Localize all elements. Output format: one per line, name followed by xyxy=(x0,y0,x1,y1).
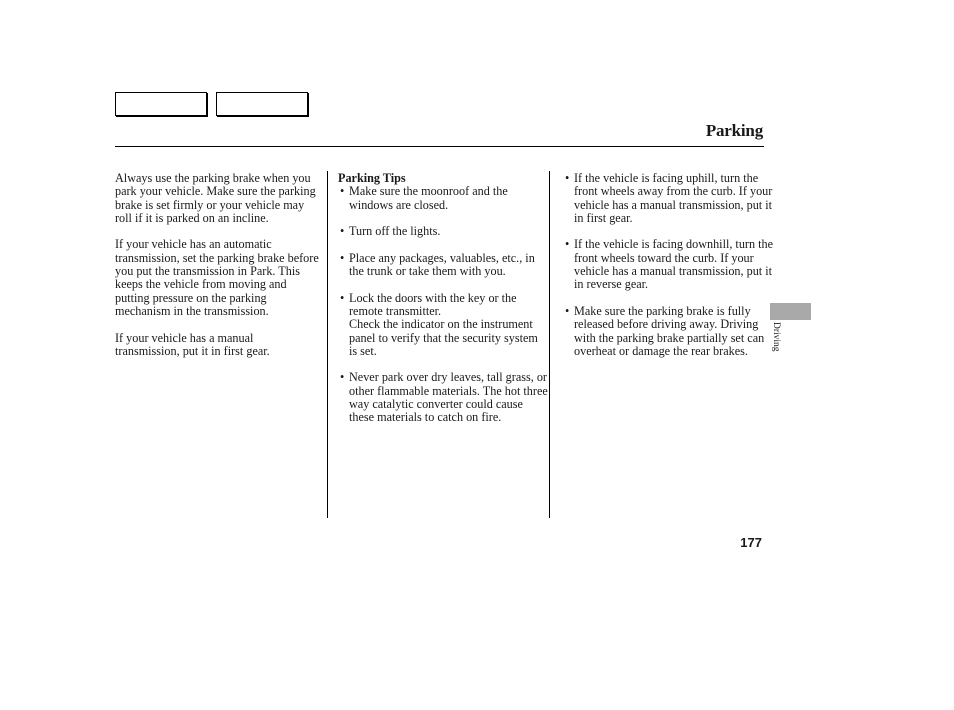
list-item xyxy=(338,292,548,358)
list-item-text: Never park over dry leaves, tall grass, or other flammable materials. The hot three way catalytic converter could cause these materials to catch on fire. xyxy=(349,370,548,425)
column-parking-tips xyxy=(338,172,548,438)
list-item-text: Make sure the parking brake is fully released before driving away. Driving with the parking brake partially set can overheat or damage the rear brakes. xyxy=(574,303,765,358)
list-item xyxy=(338,185,548,212)
section-label xyxy=(769,322,783,362)
list-item-text: Make sure the moonroof and the windows are closed. xyxy=(349,184,508,212)
bullet-icon: • xyxy=(565,237,570,252)
list-item-subtext: Check the indicator on the instrument panel to verify that the security system is set. xyxy=(349,317,538,358)
bullet-icon: • xyxy=(565,303,570,318)
nav-box-1[interactable] xyxy=(115,92,207,116)
bullet-icon: • xyxy=(340,224,345,239)
bullet-icon: • xyxy=(565,171,570,185)
nav-box-2[interactable] xyxy=(216,92,308,116)
bullet-icon: • xyxy=(340,370,345,385)
list-item-text: If the vehicle is facing downhill, turn the front wheels toward the curb. If your vehicle has a manual transmission, put it in reverse gear. xyxy=(574,237,774,292)
page-number: 177 xyxy=(740,535,762,550)
list-item xyxy=(338,252,548,279)
list-item-text: Place any packages, valuables, etc., in the trunk or take them with you. xyxy=(349,250,535,279)
list-item xyxy=(563,305,773,358)
column-intro xyxy=(115,172,320,371)
wheel-tips-list xyxy=(563,172,773,358)
section-label-text: Driving xyxy=(771,322,781,352)
bullet-icon: • xyxy=(340,250,345,265)
list-item xyxy=(563,238,773,291)
bullet-icon: • xyxy=(340,290,345,305)
intro-paragraph-2: If your vehicle has an automatic transmission, set the parking brake before you put the transmission in Park. This keeps the vehicle from moving and putting pressure on the parking mechanism in the transmission. xyxy=(115,237,319,318)
parking-tips-list xyxy=(338,185,548,424)
intro-paragraph-1: Always use the parking brake when you park your vehicle. Make sure the parking brake is set firmly or your vehicle may roll if it is parked on an incline. xyxy=(115,171,316,225)
column-divider-2 xyxy=(549,171,550,518)
section-tab[interactable] xyxy=(770,303,811,320)
list-item xyxy=(338,225,548,238)
parking-tips-heading: Parking Tips xyxy=(338,171,406,185)
list-item xyxy=(563,172,773,225)
list-item-text: Turn off the lights. xyxy=(349,224,441,239)
list-item xyxy=(338,371,548,424)
intro-paragraph-3: If your vehicle has a manual transmission, put it in first gear. xyxy=(115,330,270,358)
list-item-text: If the vehicle is facing uphill, turn the front wheels away from the curb. If your vehicle has a manual transmission, put it in first gear. xyxy=(574,171,773,225)
bullet-icon: • xyxy=(340,184,345,199)
title-rule xyxy=(115,146,764,147)
page-title: Parking xyxy=(705,121,763,140)
column-wheel-tips xyxy=(563,172,773,371)
list-item-text: Lock the doors with the key or the remote transmitter. xyxy=(349,290,517,318)
column-divider-1 xyxy=(327,171,328,518)
